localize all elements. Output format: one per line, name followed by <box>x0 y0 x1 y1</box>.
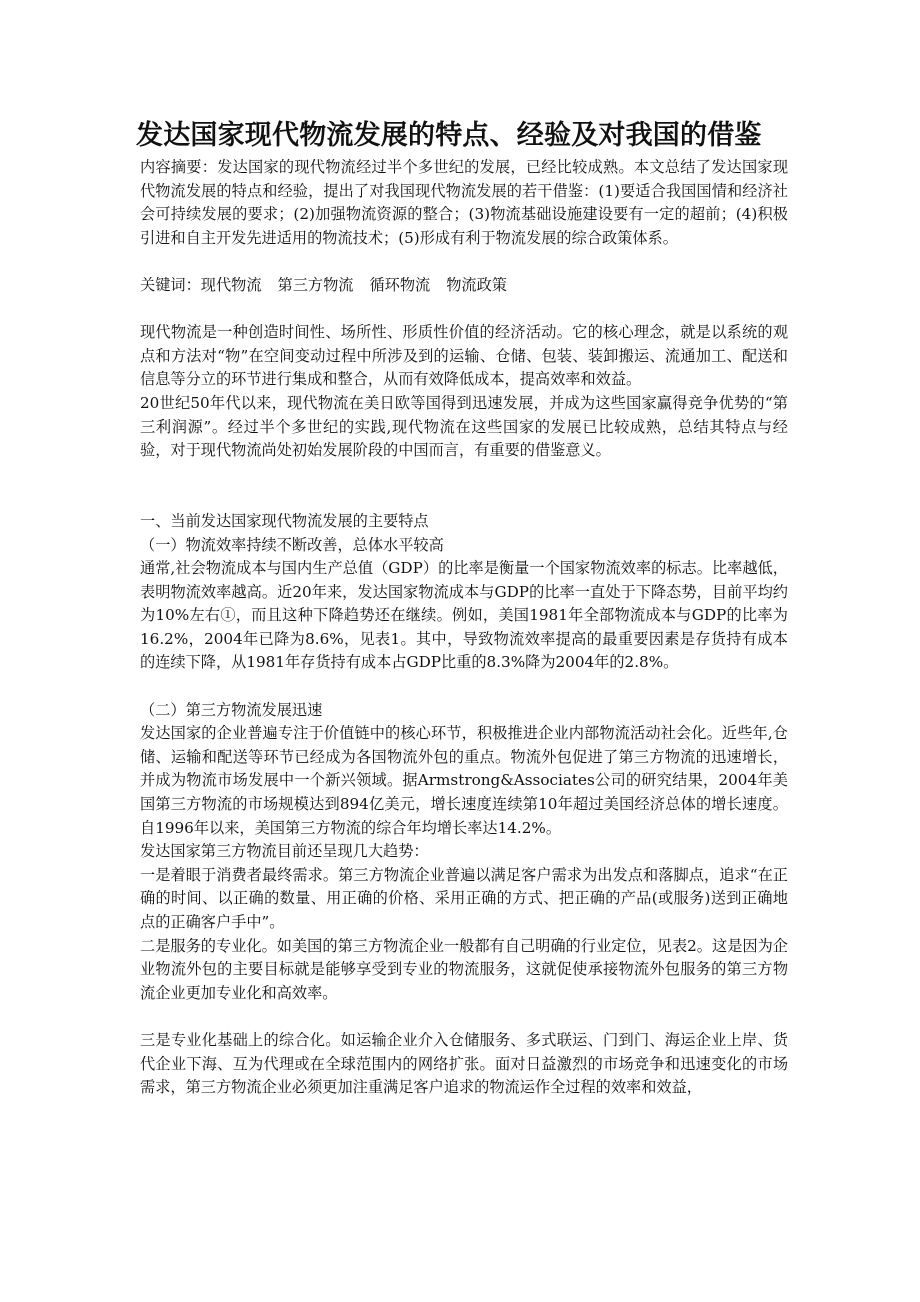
subsection-2-heading: （二）第三方物流发展迅速 <box>140 700 323 719</box>
spacer <box>140 250 788 274</box>
subsection-2-paragraph-4: 二是服务的专业化。如美国的第三方物流企业一般都有自己明确的行业定位，见表2。这是因为企业物流外包的主要目标就是能够享受到专业的物流服务，这就促使承接物流外包服务的第三方物流企业更加专业化和高效率。 <box>140 936 788 1002</box>
keyword-item: 物流政策 <box>446 275 507 294</box>
spacer <box>140 298 788 322</box>
subsection-2-paragraph-2: 发达国家第三方物流目前还呈现几大趋势： <box>140 842 429 861</box>
subsection-2-paragraph-3: 一是着眼于消费者最终需求。第三方物流企业普遍以满足客户需求为出发点和落脚点，追求“在正确的时间、以正确的数量、用正确的价格、采用正确的方式、把正确的产品(或服务)送到正确地点的正确客户手中”。 <box>140 865 788 931</box>
keyword-item: 第三方物流 <box>277 275 354 294</box>
intro-paragraph-1: 现代物流是一种创造时间性、场所性、形质性价值的经济活动。它的核心理念，就是以系统的观点和方法对“物”在空间变动过程中所涉及到的运输、仓储、包装、装卸搬运、流通加工、配送和信息等分立的环节进行集成和整合，从而有效降低成本，提高效率和效益。 <box>140 323 788 389</box>
intro-paragraph-2: 20世纪50年代以来，现代物流在美日欧等国得到迅速发展，并成为这些国家赢得竞争优势的“第三利润源”。经过半个多世纪的实践,现代物流在这些国家的发展已比较成熟，总结其特点与经验，对于现代物流尚处初始发展阶段的中国而言，有重要的借鉴意义。 <box>140 393 788 460</box>
section-1-heading: 一、当前发达国家现代物流发展的主要特点 <box>140 511 429 530</box>
document-title: 发达国家现代物流发展的特点、经验及对我国的借鉴 <box>136 120 762 151</box>
spacer <box>140 463 788 510</box>
abstract-paragraph: 内容摘要：发达国家的现代物流经过半个多世纪的发展，已经比较成熟。本文总结了发达国家现代物流发展的特点和经验，提出了对我国现代物流发展的若干借鉴：(1)要适合我国国情和经济社会可持续发展的要求；(2)加强物流资源的整合；(3)物流基础设施建设要有一定的超前；(4)积极引进和自主开发先进适用的物流技术；(5)形成有利于物流发展的综合政策体系。 <box>140 158 788 247</box>
keywords-line <box>140 274 788 298</box>
subsection-2-paragraph-5: 三是专业化基础上的综合化。如运输企业介入仓储服务、多式联运、门到门、海运企业上岸、货代企业下海、互为代理或在全球范围内的网络扩张。面对日益激烈的市场竞争和迅速变化的市场需求，第三方物流企业必须更加注重满足客户追求的物流运作全过程的效率和效益， <box>140 1030 788 1097</box>
keywords-label: 关键词： <box>140 275 201 294</box>
keyword-item: 循环物流 <box>369 275 431 294</box>
spacer <box>140 1005 788 1029</box>
subsection-2-paragraph-1: 发达国家的企业普遍专注于价值链中的核心环节，积极推进企业内部物流活动社会化。近些年,仓储、运输和配送等环节已经成为各国物流外包的重点。物流外包促进了第三方物流的迅速增长，并成为物流市场发展中一个新兴领域。据Armstrong&Associates公司的研究结果，2004年美国第三方物流的市场规模达到894亿美元，增长速度连续第10年超过美国经济总体的增长速度。自1996年以来，美国第三方物流的综合年均增长率达14.2%。 <box>140 724 788 837</box>
spacer <box>140 675 788 699</box>
document-body <box>140 156 788 1100</box>
keyword-item: 现代物流 <box>200 275 262 294</box>
subsection-1-paragraph: 通常,社会物流成本与国内生产总值（GDP）的比率是衡量一个国家物流效率的标志。比率越低，表明物流效率越高。近20年来，发达国家物流成本与GDP的比率一直处于下降态势，目前平均约为10%左右①，而且这种下降趋势还在继续。例如，美国1981年全部物流成本与GDP的比率为16.2%，2004年已降为8.6%，见表1。其中，导致物流效率提高的最重要因素是存货持有成本的连续下降，从1981年存货持有成本占GDP比重的8.3%降为2004年的2.8%。 <box>140 559 788 672</box>
subsection-1-heading: （一）物流效率持续不断改善，总体水平较高 <box>140 535 444 554</box>
